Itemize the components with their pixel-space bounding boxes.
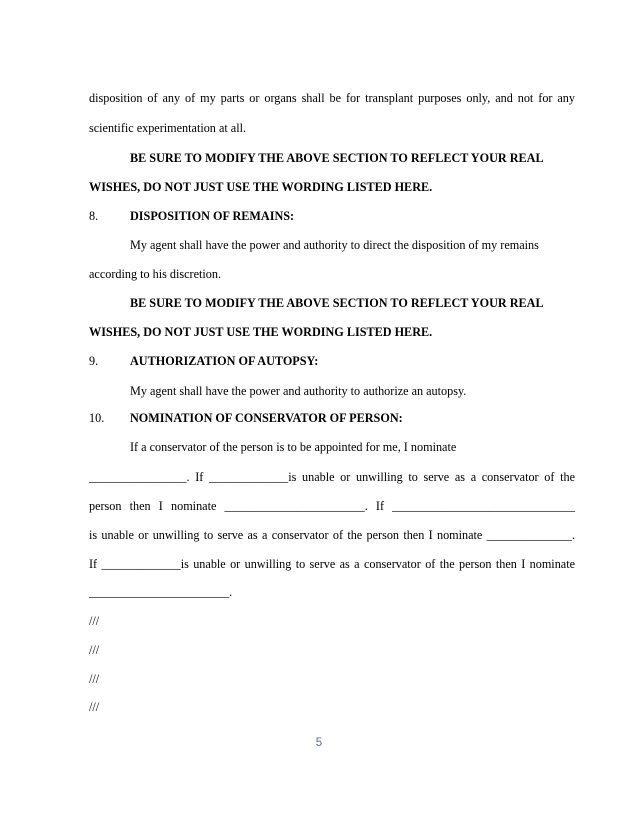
warning-line: WISHES, DO NOT JUST USE THE WORDING LISTED HERE. bbox=[89, 180, 433, 194]
body-line: _______________________. bbox=[89, 585, 233, 599]
body-line: disposition of any of my parts or organs shall be for transplant purposes only, and not for any bbox=[89, 91, 575, 105]
page-number: 5 bbox=[315, 737, 323, 749]
warning-line: BE SURE TO MODIFY THE ABOVE SECTION TO REFLECT YOUR REAL bbox=[130, 151, 544, 165]
body-line: ________________. If _____________is unable or unwilling to serve as a conservator of the bbox=[89, 470, 575, 484]
body-line: person then I nominate _______________________. If ______________________________ bbox=[89, 499, 575, 513]
body-line: My agent shall have the power and authority to direct the disposition of my remains bbox=[130, 238, 539, 252]
section-heading: DISPOSITION OF REMAINS: bbox=[130, 209, 295, 223]
separator-marks: /// bbox=[89, 672, 100, 686]
warning-line: BE SURE TO MODIFY THE ABOVE SECTION TO REFLECT YOUR REAL bbox=[130, 296, 544, 310]
body-line: If a conservator of the person is to be appointed for me, I nominate bbox=[130, 440, 457, 454]
section-heading: AUTHORIZATION OF AUTOPSY: bbox=[130, 354, 319, 368]
section-heading: NOMINATION OF CONSERVATOR OF PERSON: bbox=[130, 411, 403, 425]
section-number: 9. bbox=[89, 354, 99, 368]
section-number: 8. bbox=[89, 209, 99, 223]
body-line: according to his discretion. bbox=[89, 267, 221, 281]
body-line: If _____________is unable or unwilling to serve as a conservator of the person then I nominate bbox=[89, 557, 575, 571]
warning-line: WISHES, DO NOT JUST USE THE WORDING LISTED HERE. bbox=[89, 325, 433, 339]
separator-marks: /// bbox=[89, 643, 100, 657]
separator-marks: /// bbox=[89, 700, 100, 714]
section-number: 10. bbox=[89, 411, 105, 425]
body-line: scientific experimentation at all. bbox=[89, 121, 247, 135]
body-line: is unable or unwilling to serve as a conservator of the person then I nominate ______________. bbox=[89, 528, 575, 542]
separator-marks: /// bbox=[89, 614, 100, 628]
body-line: My agent shall have the power and authority to authorize an autopsy. bbox=[130, 384, 467, 398]
